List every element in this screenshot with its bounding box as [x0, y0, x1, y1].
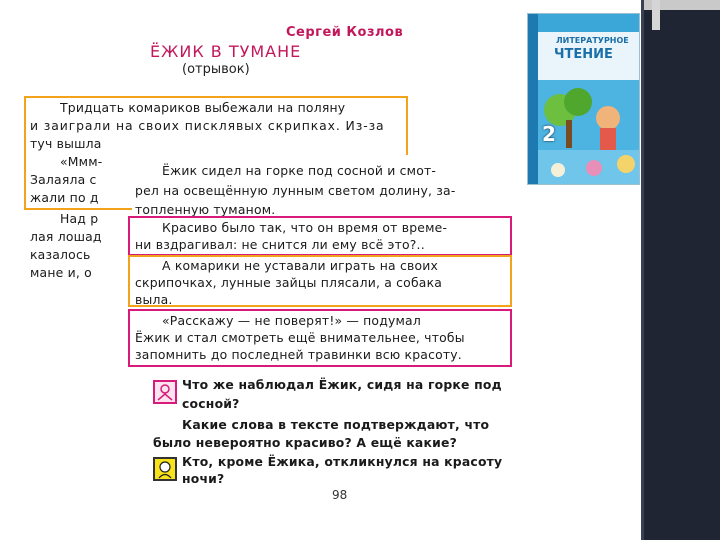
- cover-spine: [528, 14, 538, 184]
- text-line: Красиво было так, что он время от време-: [162, 220, 448, 235]
- text-line: Залаяла с: [30, 172, 97, 187]
- thinking-boy-icon: [153, 457, 177, 481]
- text-line: запомнить до последней травинки всю красоту.: [135, 347, 462, 362]
- text-line: Тридцать комариков выбежали на поляну: [60, 100, 346, 115]
- text-line: туч вышла: [30, 136, 102, 151]
- text-line: выла.: [135, 292, 173, 307]
- text-line: Ёжик сидел на горке под сосной и смот-: [162, 163, 437, 178]
- text-line: рел на освещённую лунным светом долину, за-: [135, 183, 456, 198]
- reading-girl-glyph: [155, 382, 175, 402]
- page-number: 98: [332, 488, 348, 502]
- text-line: «Расскажу — не поверят!» — подумал: [162, 313, 421, 328]
- text-line: топленную туманом.: [135, 202, 276, 217]
- question-line: Кто, кроме Ёжика, откликнулся на красоту: [182, 454, 503, 469]
- question-line: было невероятно красиво? А ещё какие?: [153, 435, 457, 450]
- story-subtitle: (отрывок): [182, 62, 250, 77]
- thinking-boy-glyph: [155, 459, 175, 479]
- text-line: А комарики не уставали играть на своих: [162, 258, 439, 273]
- book-cover: [527, 13, 640, 185]
- author-name: Сергей Козлов: [286, 25, 404, 40]
- slide-side-stripe: [644, 0, 720, 540]
- question-line: сосной?: [182, 396, 240, 411]
- stripe-decoration-vertical: [652, 0, 660, 30]
- reading-girl-icon: [153, 380, 177, 404]
- text-line: жали по д: [30, 190, 99, 205]
- story-title: ЁЖИК В ТУМАНЕ: [150, 42, 302, 61]
- text-line: Ёжик и стал смотреть ещё внимательнее, чтобы: [135, 330, 465, 345]
- text-line: Над р: [60, 211, 99, 226]
- cover-title-line-2: ЧТЕНИЕ: [554, 47, 613, 62]
- text-line: лая лошад: [30, 229, 102, 244]
- question-line: Какие слова в тексте подтверждают, что: [182, 417, 490, 432]
- text-line: казалось: [30, 247, 91, 262]
- question-line: Что же наблюдал Ёжик, сидя на горке под: [182, 377, 502, 392]
- grade-number: 2: [542, 122, 556, 146]
- cover-title-line-1: ЛИТЕРАТУРНОЕ: [556, 36, 629, 45]
- text-line: «Ммм-: [60, 154, 103, 169]
- text-line: мане и, о: [30, 265, 92, 280]
- question-line: ночи?: [182, 471, 225, 486]
- text-line: ни вздрагивал: не снится ли ему всё это?..: [135, 237, 425, 252]
- text-line: и заиграли на своих писклявых скрипках. Из-за: [30, 118, 385, 133]
- text-line: скрипочках, лунные зайцы плясали, а собака: [135, 275, 443, 290]
